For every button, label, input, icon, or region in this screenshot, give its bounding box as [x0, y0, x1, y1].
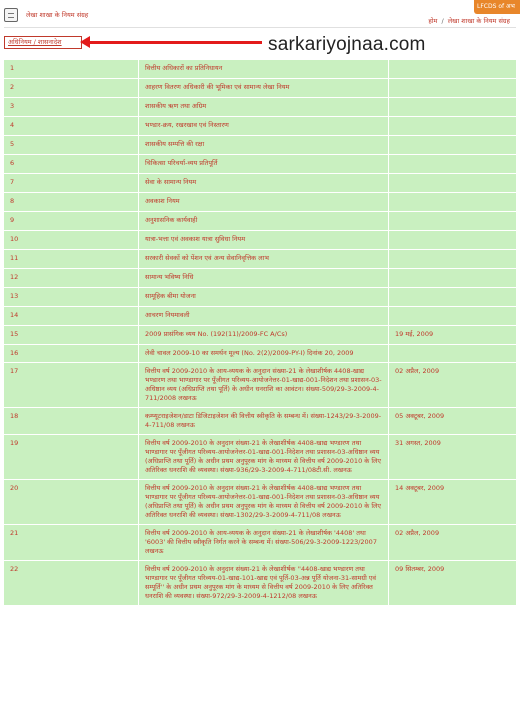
row-date	[389, 193, 516, 211]
row-number: 8	[4, 193, 139, 211]
row-subject-link[interactable]: आहरण वितरण अधिकारी की भूमिका एवं सामान्य लेखा नियम	[139, 79, 389, 97]
row-number: 2	[4, 79, 139, 97]
row-subject-link[interactable]: वित्तीय वर्ष 2009-2010 के आय-व्ययक के अनुदान संख्या-21 के लेखाशीर्षक 4408-खाद्य भण्डारण तथा भाण्डागार पर पूँजीगत परिव्यय-आयोजनेत्तर-01-खाद्य-001-निदेशन तथा प्रशासन-03-अधिष्ठान व्यय (अधिप्राप्ति तथा पूर्ति) के अधीन धनराशि का आवंटन। संख्या-509/29-3-2009-4-711/2008 लखनऊ	[139, 363, 389, 407]
breadcrumb	[428, 16, 510, 25]
page-header	[0, 6, 520, 24]
row-date	[389, 269, 516, 287]
row-date: 05 अक्टूबर, 2009	[389, 408, 516, 434]
row-number: 4	[4, 117, 139, 135]
table-row	[4, 345, 516, 362]
row-number: 21	[4, 525, 139, 560]
row-date	[389, 155, 516, 173]
row-number: 18	[4, 408, 139, 434]
row-date: 02 अप्रैल, 2009	[389, 363, 516, 407]
row-number: 5	[4, 136, 139, 154]
rules-table	[4, 59, 516, 606]
row-subject-link[interactable]: 2009 प्रासंगिक व्यय No. (192(11)/2009-FC A/Cs)	[139, 326, 389, 344]
table-row	[4, 136, 516, 154]
table-row	[4, 79, 516, 97]
table-row	[4, 231, 516, 249]
row-subject-link[interactable]: अनुशासनिक कार्यवाही	[139, 212, 389, 230]
row-date: 14 अक्टूबर, 2009	[389, 480, 516, 524]
row-subject-link[interactable]: आचरण नियमावली	[139, 307, 389, 325]
row-date	[389, 288, 516, 306]
table-row	[4, 561, 516, 605]
row-subject-link[interactable]: सरकारी सेवकों को पेंशन एवं अन्य सेवानिवृत्तिक लाभ	[139, 250, 389, 268]
row-number: 1	[4, 60, 139, 78]
row-number: 7	[4, 174, 139, 192]
page-title: लेखा शाखा के नियम संग्रह	[26, 11, 89, 19]
rules-table-body	[4, 60, 516, 605]
table-row	[4, 363, 516, 407]
tab-acts-orders[interactable]: अधिनियम / शासनादेश	[4, 36, 82, 49]
table-row	[4, 193, 516, 211]
table-row	[4, 480, 516, 524]
table-row	[4, 288, 516, 306]
table-row	[4, 212, 516, 230]
breadcrumb-current: लेखा शाखा के नियम संग्रह	[447, 17, 510, 25]
row-date: 09 सितम्बर, 2009	[389, 561, 516, 605]
row-date	[389, 345, 516, 362]
table-row	[4, 435, 516, 479]
row-date	[389, 307, 516, 325]
row-date	[389, 231, 516, 249]
row-number: 16	[4, 345, 139, 362]
row-date: 19 मई, 2009	[389, 326, 516, 344]
row-number: 11	[4, 250, 139, 268]
row-subject-link[interactable]: सेवा के सामान्य नियम	[139, 174, 389, 192]
row-number: 10	[4, 231, 139, 249]
table-row	[4, 269, 516, 287]
table-row	[4, 250, 516, 268]
row-date: 02 अप्रैल, 2009	[389, 525, 516, 560]
row-subject-link[interactable]: वित्तीय वर्ष 2009-2010 के अनुदान संख्या-21 के लेखाशीर्षक 4408-खाद्य भण्डारण तथा भाण्डागार पर पूँजीगत परिव्यय-आयोजनेत्तर-01-खाद्य-001-निदेशन तथा प्रशासन-03-अधिष्ठान व्यय (अधिप्राप्ति तथा पूर्ति) के अधीन प्रथम अनुपूरक मांग के माध्यम से वित्तीय वर्ष 2009-2010 के लिए अतिरिक्त धनराशि की व्यवस्था। संख्या-936/29-3-2009-4-711/08टी.सी. लखनऊ	[139, 435, 389, 479]
row-number: 15	[4, 326, 139, 344]
row-subject-link[interactable]: वित्तीय अधिकारों का प्रतिनिधायन	[139, 60, 389, 78]
row-date	[389, 98, 516, 116]
row-number: 12	[4, 269, 139, 287]
row-date	[389, 136, 516, 154]
row-number: 13	[4, 288, 139, 306]
row-subject-link[interactable]: भण्डार-क्रय, रखरखाव एवं निस्तारण	[139, 117, 389, 135]
row-date	[389, 212, 516, 230]
table-row	[4, 525, 516, 560]
row-subject-link[interactable]: वित्तीय वर्ष 2009-2010 के अनुदान संख्या-21 के लेखाशीर्षक 4408-खाद्य भण्डारण तथा भाण्डागार पर पूँजीगत परिव्यय-आयोजनेत्तर-01-खाद्य-001-निदेशन तथा प्रशासन-03-अधिष्ठान व्यय (अधिप्राप्ति तथा पूर्ति) के अधीन प्रथम अनुपूरक मांग के माध्यम से वित्तीय वर्ष 2009-2010 के लिए अतिरिक्त धनराशि की व्यवस्था। संख्या-1302/29-3-2009-4-711/08 लखनऊ	[139, 480, 389, 524]
row-subject-link[interactable]: सामान्य भविष्य निधि	[139, 269, 389, 287]
row-date	[389, 79, 516, 97]
watermark: sarkariyojnaa.com	[268, 34, 426, 55]
row-number: 9	[4, 212, 139, 230]
row-number: 22	[4, 561, 139, 605]
table-row	[4, 307, 516, 325]
table-row	[4, 408, 516, 434]
row-subject-link[interactable]: लेवी चावल 2009-10 का समर्थन मूल्य (No. 2(2)/2009-PY-I) दिनांक 20, 2009	[139, 345, 389, 362]
menu-icon[interactable]	[4, 8, 18, 22]
row-number: 19	[4, 435, 139, 479]
table-row	[4, 98, 516, 116]
row-date	[389, 117, 516, 135]
row-subject-link[interactable]: शासकीय ऋण तथा अग्रिम	[139, 98, 389, 116]
table-row	[4, 117, 516, 135]
breadcrumb-home-link[interactable]: होम	[428, 17, 438, 25]
row-date: 31 अगस्त, 2009	[389, 435, 516, 479]
row-number: 17	[4, 363, 139, 407]
row-subject-link[interactable]: वित्तीय वर्ष 2009-2010 के अनुदान संख्या-21 के लेखाशीर्षक ''4408-खाद्य भण्डारण तथा भाण्डागार पर पूँजीगत परिव्यय-01-खाद्य-101-खाद्य एवं पूर्ति-03-अन्न पूर्ति योजना-31-सामग्री एवं सम्पूर्ति'' के अधीन प्रथम अनुपूरक मांग के माध्यम से वित्तीय वर्ष 2009-2010 के लिए अतिरिक्त धनराशि की व्यवस्था। संख्या-972/29-3-2009-4-1212/08 लखनऊ	[139, 561, 389, 605]
row-number: 6	[4, 155, 139, 173]
row-date	[389, 60, 516, 78]
table-row	[4, 174, 516, 192]
row-subject-link[interactable]: चिकित्सा परिचर्या-व्यय प्रतिपूर्ति	[139, 155, 389, 173]
breadcrumb-separator: /	[441, 17, 444, 25]
row-date	[389, 174, 516, 192]
corner-badge[interactable]: LFCDS of अभ	[474, 0, 520, 14]
row-date	[389, 250, 516, 268]
row-subject-link[interactable]: सामूहिक बीमा योजना	[139, 288, 389, 306]
header-divider	[4, 27, 516, 28]
arrow-pointer-line	[86, 41, 262, 44]
table-row	[4, 60, 516, 78]
row-subject-link[interactable]: यात्रा-भत्ता एवं अवकाश यात्रा सुविधा नियम	[139, 231, 389, 249]
row-number: 14	[4, 307, 139, 325]
row-subject-link[interactable]: शासकीय सम्पत्ति की रक्षा	[139, 136, 389, 154]
row-number: 3	[4, 98, 139, 116]
row-subject-link[interactable]: अवकाश नियम	[139, 193, 389, 211]
row-number: 20	[4, 480, 139, 524]
table-row	[4, 155, 516, 173]
table-row	[4, 326, 516, 344]
row-subject-link[interactable]: कम्प्यूटराइजेशन/डाटा डिजिटाइजेशन की वित्तीय स्वीकृति के सम्बन्ध में। संख्या-1243/29-3-2009-4-711/08 लखनऊ	[139, 408, 389, 434]
row-subject-link[interactable]: वित्तीय वर्ष 2009-2010 के आय-व्ययक के अनुदान संख्या-21 के लेखाशीर्षक '4408' तथा '6003' की वित्तीय स्वीकृति निर्गत करने के सम्बन्ध में। संख्या-506/29-3-2009-1223/2007 लखनऊ	[139, 525, 389, 560]
